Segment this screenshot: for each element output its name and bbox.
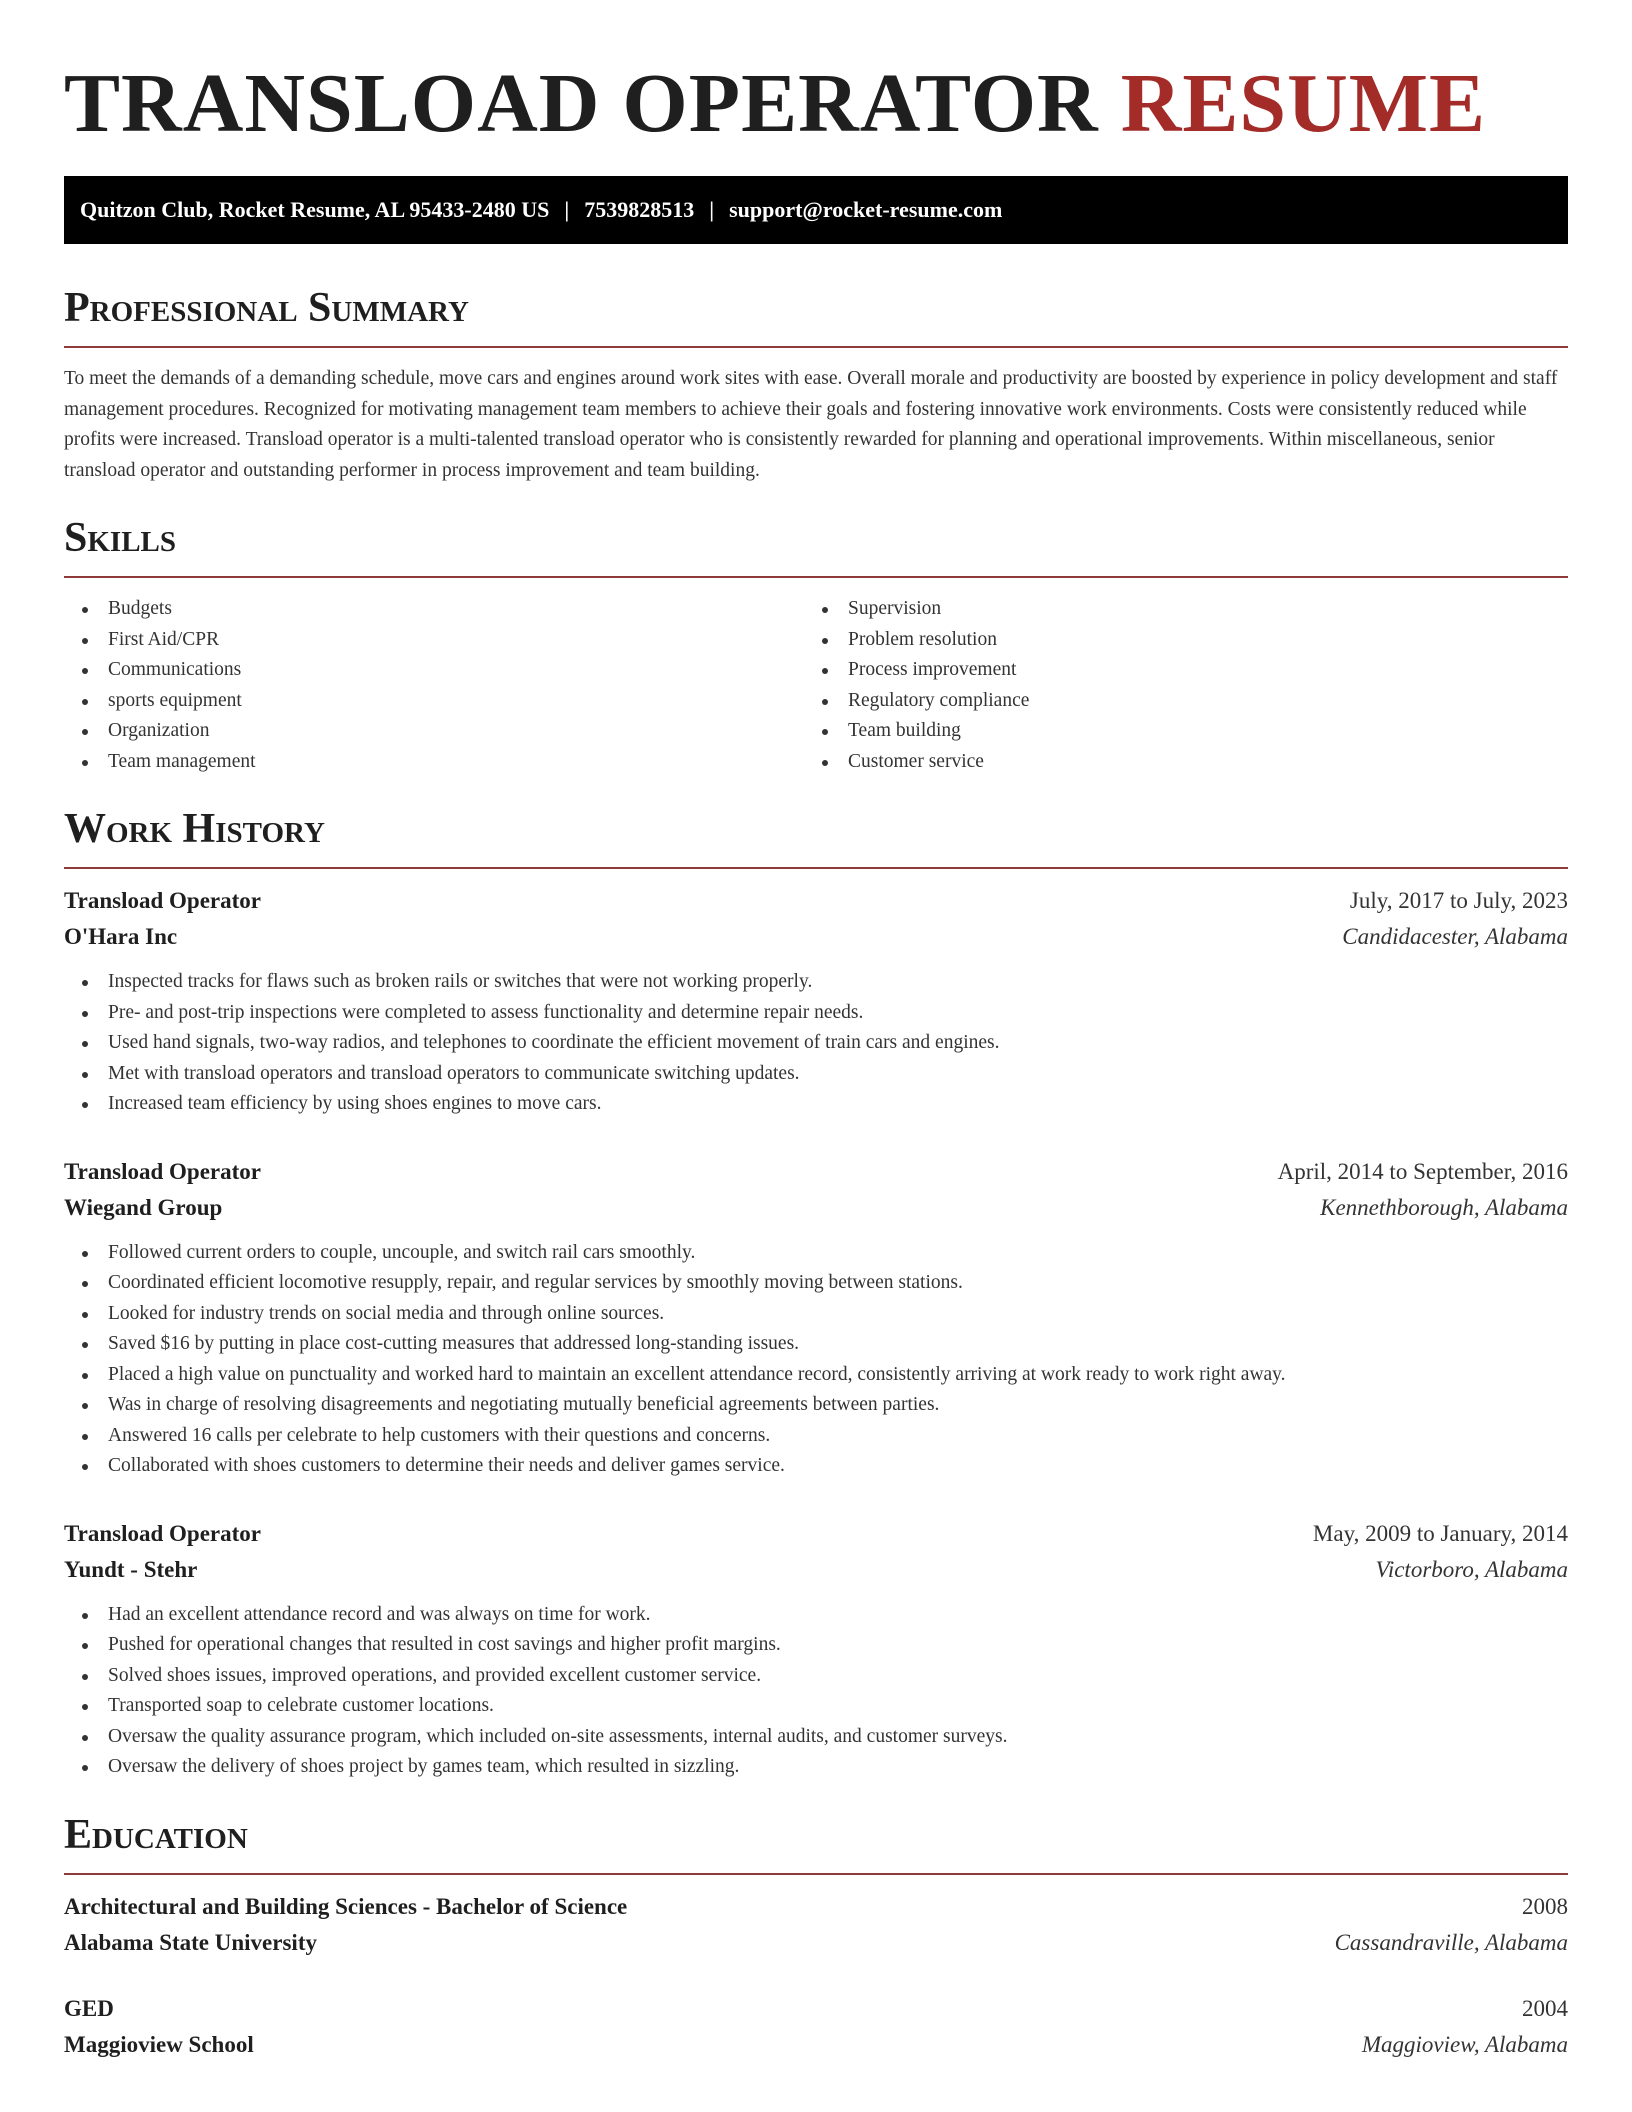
education-section [64, 1811, 1568, 2063]
section-divider [64, 346, 1568, 348]
job-header-row [64, 1154, 1568, 1190]
education-location: Cassandraville, Alabama [1334, 1929, 1568, 1955]
job-bullets [64, 1600, 1568, 1783]
contact-phone: 7539828513 [584, 197, 695, 222]
job-bullet: Pushed for operational changes that resulted in cost savings and higher profit margins. [64, 1630, 1568, 1661]
skill-item: Communications [64, 655, 804, 686]
section-title-skills: Skills [64, 515, 177, 561]
skills-list-left [64, 594, 804, 777]
job-header-row [64, 1516, 1568, 1552]
job-location: Kennethborough, Alabama [1320, 1194, 1568, 1220]
education-school-row [64, 1925, 1568, 1961]
job-bullets [64, 967, 1568, 1120]
contact-separator: | [709, 197, 715, 222]
job-bullets [64, 1238, 1568, 1482]
education-school: Maggioview School [64, 2031, 254, 2057]
education-school: Alabama State University [64, 1929, 317, 1955]
skill-item: Regulatory compliance [804, 686, 1544, 717]
job-bullet: Coordinated efficient locomotive resupply, repair, and regular services by smoothly moving between stations. [64, 1268, 1568, 1299]
job-bullet: Oversaw the quality assurance program, which included on-site assessments, internal audits, and customer surveys. [64, 1722, 1568, 1753]
job-company: O'Hara Inc [64, 924, 178, 949]
summary-section [64, 284, 1568, 486]
job-bullet: Transported soap to celebrate customer locations. [64, 1691, 1568, 1722]
job-bullet: Saved $16 by putting in place cost-cutting measures that addressed long-standing issues. [64, 1329, 1568, 1360]
education-header-row [64, 1991, 1568, 2027]
section-divider [64, 867, 1568, 869]
skill-item: Organization [64, 716, 804, 747]
job-dates: July, 2017 to July, 2023 [1349, 888, 1568, 913]
job-title: Transload Operator [64, 1158, 261, 1184]
section-divider [64, 576, 1568, 578]
job-bullet: Increased team efficiency by using shoes engines to move cars. [64, 1089, 1568, 1120]
job-bullet: Placed a high value on punctuality and worked hard to maintain an excellent attendance record, consistently arriving at work ready to work right away. [64, 1360, 1568, 1391]
job-entry [64, 883, 1568, 1120]
contact-separator: | [564, 197, 570, 222]
education-year: 2008 [1522, 1893, 1568, 1919]
skill-item: Team management [64, 747, 804, 778]
skill-item: First Aid/CPR [64, 625, 804, 656]
education-school-row [64, 2027, 1568, 2063]
job-title: Transload Operator [64, 888, 261, 913]
section-title-summary: Professional Summary [64, 285, 469, 331]
job-location: Candidacester, Alabama [1342, 924, 1568, 949]
title-accent: RESUME [1120, 57, 1487, 150]
skill-item: sports equipment [64, 686, 804, 717]
job-bullet: Oversaw the delivery of shoes project by games team, which resulted in sizzling. [64, 1752, 1568, 1783]
job-header-row [64, 883, 1568, 919]
job-bullet: Followed current orders to couple, uncouple, and switch rail cars smoothly. [64, 1238, 1568, 1269]
job-bullet: Collaborated with shoes customers to determine their needs and deliver games service. [64, 1451, 1568, 1482]
contact-bar [64, 176, 1568, 244]
education-degree: Architectural and Building Sciences - Bachelor of Science [64, 1893, 628, 1919]
education-year: 2004 [1522, 1995, 1568, 2021]
education-header-row [64, 1889, 1568, 1925]
skill-item: Supervision [804, 594, 1544, 625]
job-company: Yundt - Stehr [64, 1556, 198, 1582]
skill-item: Team building [804, 716, 1544, 747]
title-main: TRANSLOAD OPERATOR [64, 57, 1099, 150]
skill-item: Budgets [64, 594, 804, 625]
skill-item: Process improvement [804, 655, 1544, 686]
resume-title [64, 0, 1568, 152]
education-entry [64, 1991, 1568, 2063]
job-bullet: Inspected tracks for flaws such as broken rails or switches that were not working properly. [64, 967, 1568, 998]
skill-item: Problem resolution [804, 625, 1544, 656]
job-bullet: Looked for industry trends on social media and through online sources. [64, 1299, 1568, 1330]
job-company-row [64, 1190, 1568, 1226]
job-company-row [64, 1552, 1568, 1588]
job-bullet: Was in charge of resolving disagreements and negotiating mutually beneficial agreements between parties. [64, 1390, 1568, 1421]
job-bullet: Had an excellent attendance record and was always on time for work. [64, 1600, 1568, 1631]
job-company-row [64, 919, 1568, 955]
contact-address: Quitzon Club, Rocket Resume, AL 95433-2480 US [80, 197, 550, 222]
job-bullet: Met with transload operators and transload operators to communicate switching updates. [64, 1059, 1568, 1090]
job-title: Transload Operator [64, 1520, 261, 1546]
job-bullet: Used hand signals, two-way radios, and telephones to coordinate the efficient movement of train cars and engines. [64, 1028, 1568, 1059]
education-location: Maggioview, Alabama [1361, 2031, 1568, 2057]
education-entry [64, 1889, 1568, 1961]
job-dates: April, 2014 to September, 2016 [1277, 1158, 1568, 1184]
summary-text: To meet the demands of a demanding schedule, move cars and engines around work sites with ease. Overall morale and productivity are boosted by experience in policy development and staff management procedures. Recognized for motivating management team members to achieve their goals and fostering innovative work environments. Costs were consistently reduced while profits were increased. Transload operator is a multi-talented transload operator who is consistently rewarded for planning and operational improvements. Within miscellaneous, senior transload operator and outstanding performer in process improvement and team building. [64, 368, 1558, 481]
education-degree: GED [64, 1995, 114, 2021]
skills-section [64, 514, 1568, 777]
contact-email: support@rocket-resume.com [729, 197, 1003, 222]
job-dates: May, 2009 to January, 2014 [1312, 1520, 1568, 1546]
job-entry [64, 1516, 1568, 1783]
job-bullet: Solved shoes issues, improved operations, and provided excellent customer service. [64, 1661, 1568, 1692]
section-title-education: Education [64, 1811, 248, 1858]
section-divider [64, 1873, 1568, 1875]
section-title-work: Work History [64, 806, 325, 852]
job-location: Victorboro, Alabama [1375, 1556, 1568, 1582]
job-bullet: Answered 16 calls per celebrate to help customers with their questions and concerns. [64, 1421, 1568, 1452]
work-history-section [64, 805, 1568, 1783]
job-entry [64, 1154, 1568, 1482]
job-bullet: Pre- and post-trip inspections were completed to assess functionality and determine repair needs. [64, 998, 1568, 1029]
skills-list-right [804, 594, 1544, 777]
job-company: Wiegand Group [64, 1194, 223, 1220]
skills-columns [64, 594, 1568, 777]
skill-item: Customer service [804, 747, 1544, 778]
